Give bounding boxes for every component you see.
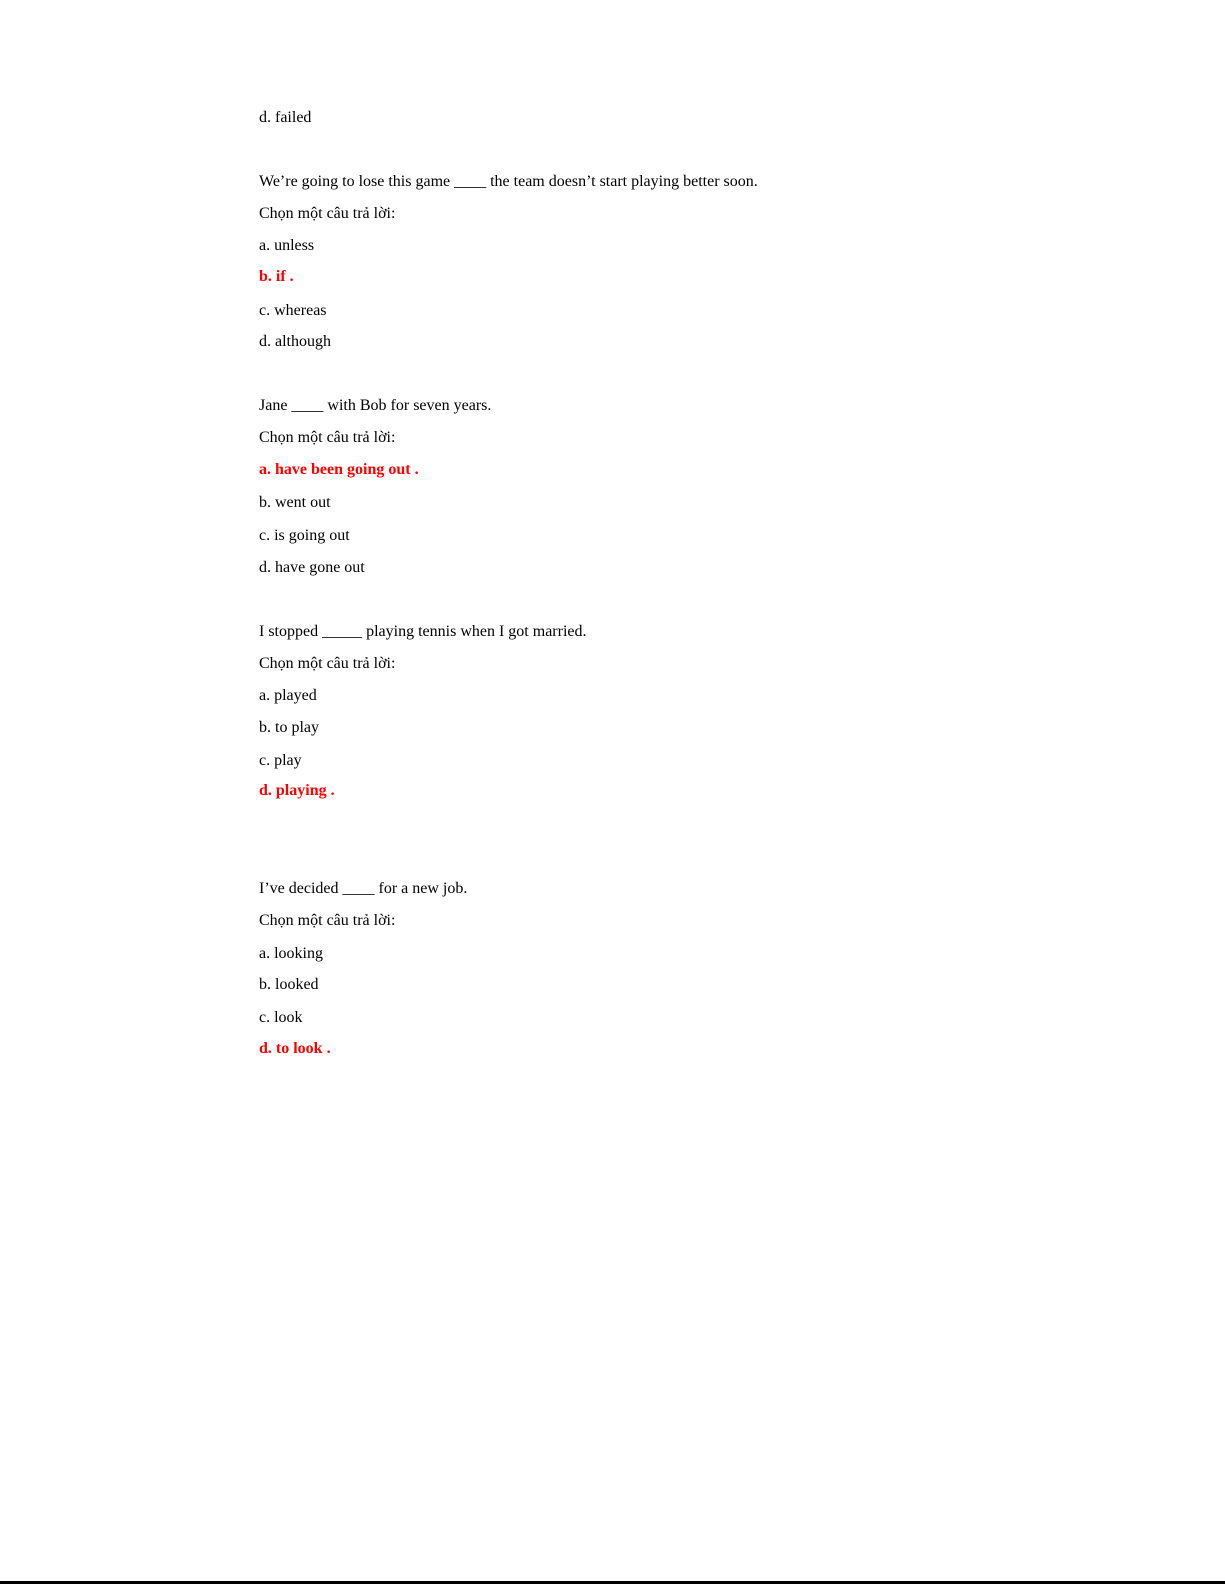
question-2-prompt: Chọn một câu trả lời:: [259, 429, 396, 446]
question-2-option-d[interactable]: d. have gone out: [259, 559, 365, 576]
question-4-option-d-correct[interactable]: d. to look .: [259, 1040, 331, 1057]
question-1-option-d[interactable]: d. although: [259, 333, 331, 350]
question-3-option-c[interactable]: c. play: [259, 752, 302, 769]
prev-question-option-d: d. failed: [259, 109, 312, 126]
question-3-option-d-correct[interactable]: d. playing .: [259, 782, 335, 799]
question-3-text: I stopped _____ playing tennis when I got married.: [259, 623, 587, 640]
question-1-option-a[interactable]: a. unless: [259, 237, 315, 254]
question-3-option-b[interactable]: b. to play: [259, 719, 319, 736]
question-2-option-c[interactable]: c. is going out: [259, 527, 350, 544]
question-1-option-c[interactable]: c. whereas: [259, 302, 327, 319]
question-2-text: Jane ____ with Bob for seven years.: [259, 397, 492, 414]
question-4-text: I’ve decided ____ for a new job.: [259, 880, 468, 897]
question-3-prompt: Chọn một câu trả lời:: [259, 655, 396, 672]
question-1-text: We’re going to lose this game ____ the team doesn’t start playing better soon.: [259, 173, 758, 190]
question-4-option-b[interactable]: b. looked: [259, 976, 319, 993]
question-4-option-a[interactable]: a. looking: [259, 945, 323, 962]
question-1-option-b-correct[interactable]: b. if .: [259, 268, 294, 285]
question-2-option-b[interactable]: b. went out: [259, 494, 331, 511]
question-4-prompt: Chọn một câu trả lời:: [259, 912, 396, 929]
question-2-option-a-correct[interactable]: a. have been going out .: [259, 461, 419, 478]
question-1-prompt: Chọn một câu trả lời:: [259, 205, 396, 222]
question-4-option-c[interactable]: c. look: [259, 1009, 303, 1026]
question-3-option-a[interactable]: a. played: [259, 687, 317, 704]
page-bottom-border: [0, 1581, 1225, 1584]
